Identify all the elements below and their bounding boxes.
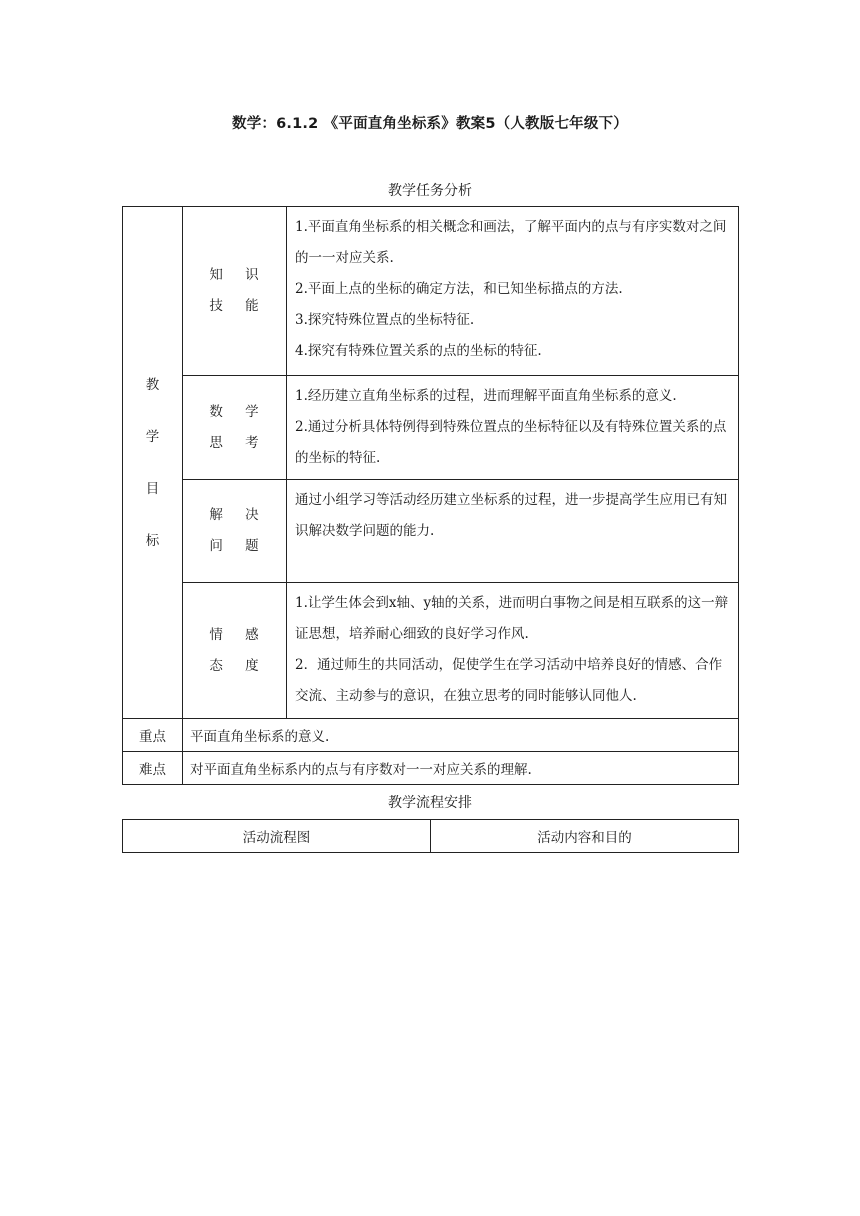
- goal-item: 4.探究有特殊位置关系的点的坐标的特征.: [295, 343, 542, 359]
- goal-content-problem-solving: [287, 480, 739, 583]
- section-caption-task-analysis: 教学任务分析: [388, 183, 472, 199]
- goal-content-emotion-attitude: [287, 583, 739, 719]
- subcategory-line: 态 度: [209, 657, 268, 674]
- subcategory-line: 情 感: [209, 626, 268, 643]
- goal-item: 2.通过分析具体特例得到特殊位置点的坐标特征以及有特殊位置关系的点的坐标的特征.: [295, 419, 727, 466]
- table-row: [123, 376, 739, 480]
- goal-content-math-thinking: [287, 376, 739, 480]
- difficulty-label: 难点: [123, 752, 183, 785]
- subcategory-emotion-attitude: [183, 583, 287, 719]
- goal-label-char: 标: [145, 532, 160, 549]
- teaching-goals-label: [123, 207, 183, 719]
- subcategory-line: 技 能: [209, 298, 268, 314]
- flow-table: [122, 819, 739, 853]
- table-row: [123, 719, 739, 752]
- subcategory-problem-solving: [183, 480, 287, 583]
- goal-content-knowledge-skills: [287, 207, 739, 376]
- goal-label-char: 教: [145, 376, 160, 393]
- subcategory-knowledge-skills: [183, 207, 287, 376]
- goal-item: 3.探究特殊位置点的坐标特征.: [295, 312, 475, 328]
- goal-item: 2．通过师生的共同活动，促使学生在学习活动中培养良好的情感、合作交流、主动参与的意识，在独立思考的同时能够认同他人.: [295, 657, 723, 704]
- goal-item: 2.平面上点的坐标的确定方法，和已知坐标描点的方法.: [295, 281, 623, 297]
- goal-item: 1.平面直角坐标系的相关概念和画法，了解平面内的点与有序实数对之间的一一对应关系.: [295, 219, 727, 266]
- table-row: [123, 480, 739, 583]
- key-point-label: 重点: [123, 719, 183, 752]
- subcategory-line: 问 题: [209, 538, 268, 554]
- section-caption-flow: 教学流程安排: [388, 795, 472, 811]
- difficulty-text: 对平面直角坐标系内的点与有序数对一一对应关系的理解.: [183, 752, 739, 785]
- flow-header-diagram: 活动流程图: [123, 820, 431, 853]
- document-title: 数学：6.1.2 《平面直角坐标系》教案5（人教版七年级下）: [232, 116, 628, 132]
- goal-item: 通过小组学习等活动经历建立坐标系的过程，进一步提高学生应用已有知识解决数学问题的能力.: [295, 492, 727, 539]
- goal-label-char: 学: [145, 428, 160, 445]
- subcategory-line: 解 决: [209, 507, 268, 523]
- task-analysis-table: [122, 206, 739, 785]
- subcategory-math-thinking: [183, 376, 287, 480]
- subcategory-line: 思 考: [209, 434, 268, 451]
- table-row: [123, 820, 739, 853]
- flow-header-content: 活动内容和目的: [431, 820, 739, 853]
- goal-item: 1.经历建立直角坐标系的过程，进而理解平面直角坐标系的意义.: [295, 388, 677, 404]
- subcategory-line: 数 学: [209, 403, 268, 420]
- table-row: [123, 583, 739, 719]
- table-row: [123, 752, 739, 785]
- goal-item: 1.让学生体会到x轴、y轴的关系，进而明白事物之间是相互联系的这一辩证思想，培养耐心细致的良好学习作风.: [295, 595, 729, 642]
- key-point-text: 平面直角坐标系的意义.: [183, 719, 739, 752]
- table-row: [123, 207, 739, 376]
- subcategory-line: 知 识: [209, 267, 268, 283]
- goal-label-char: 目: [145, 480, 160, 497]
